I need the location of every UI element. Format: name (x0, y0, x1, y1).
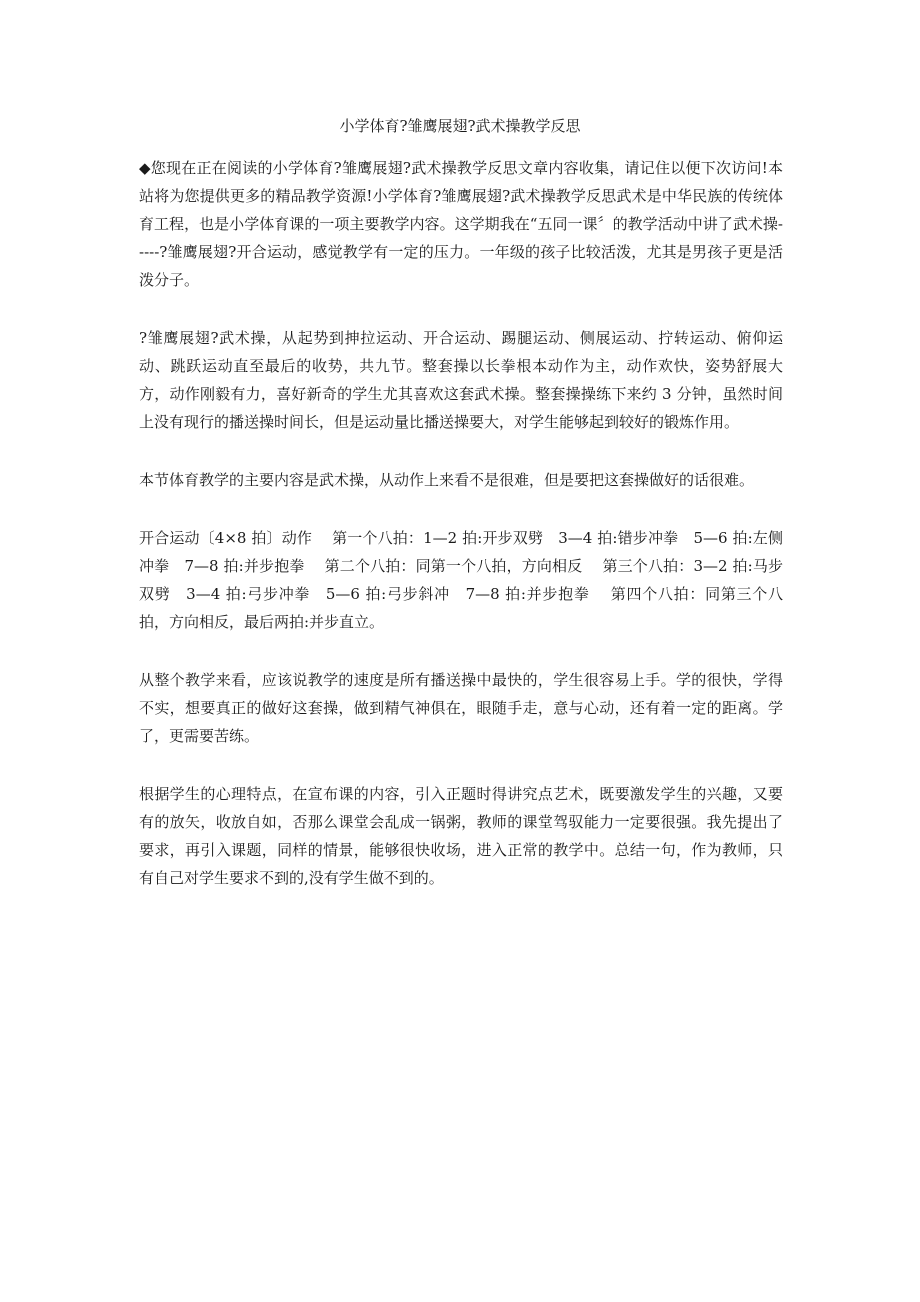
paragraph-main-content: 本节体育教学的主要内容是武术操，从动作上来看不是很难，但是要把这套操做好的话很难。 (139, 471, 755, 489)
paragraph-movement-steps: 开合运动〔4×8 拍〕动作 第一个八拍：1—2 拍:开步双劈 3—4 拍:错步冲拳 5—6 拍:左侧冲拳 7—8 拍:并步抱拳 第二个八拍：同第一个八拍，方向相反 第三个八拍：3—2 拍:马步双劈 3—4 拍:弓步冲拳 5—6 拍:弓步斜冲 7—8 拍:并步抱拳 第四个八拍：同第三个八拍，方向相反，最后两拍:并步直立。 (139, 529, 783, 631)
paragraph-teaching-reflection: 从整个教学来看，应该说教学的速度是所有播送操中最快的，学生很容易上手。学的很快，学得不实，想要真正的做好这套操，做到精气神俱在，眼随手走，意与心动，还有着一定的距离。学了，更需要苦练。 (139, 671, 783, 745)
document-title: 小学体育?雏鹰展翅?武术操教学反思 (339, 117, 581, 135)
paragraph-conclusion: 根据学生的心理特点，在宣布课的内容，引入正题时得讲究点艺术，既要激发学生的兴趣，又要有的放矢，收放自如，否那么课堂会乱成一锅粥，教师的课堂驾驭能力一定要很强。我先提出了要求，再引入课题，同样的情景，能够很快收场，进入正常的教学中。总结一句，作为教师，只有自己对学生要求不到的,没有学生做不到的。 (139, 785, 783, 887)
document-body (139, 154, 783, 922)
paragraph-intro: ◆您现在正在阅读的小学体育?雏鹰展翅?武术操教学反思文章内容收集，请记住以便下次访问!本站将为您提供更多的精品教学资源!小学体育?雏鹰展翅?武术操教学反思武术是中华民族的传统体育工程，也是小学体育课的一项主要教学内容。这学期我在“五同一课〞的教学活动中讲了武术操-----?雏鹰展翅?开合运动，感觉教学有一定的压力。一年级的孩子比较活泼，尤其是男孩子更是活泼分子。 (139, 159, 783, 289)
paragraph-routine-overview: ?雏鹰展翅?武术操，从起势到抻拉运动、开合运动、踢腿运动、侧展运动、拧转运动、俯仰运动、跳跃运动直至最后的收势，共九节。整套操以长拳根本动作为主，动作欢快，姿势舒展大方，动作刚毅有力，喜好新奇的学生尤其喜欢这套武术操。整套操操练下来约 3 分钟，虽然时间上没有现行的播送操时间长，但是运动量比播送操要大，对学生能够起到较好的锻炼作用。 (139, 329, 783, 431)
